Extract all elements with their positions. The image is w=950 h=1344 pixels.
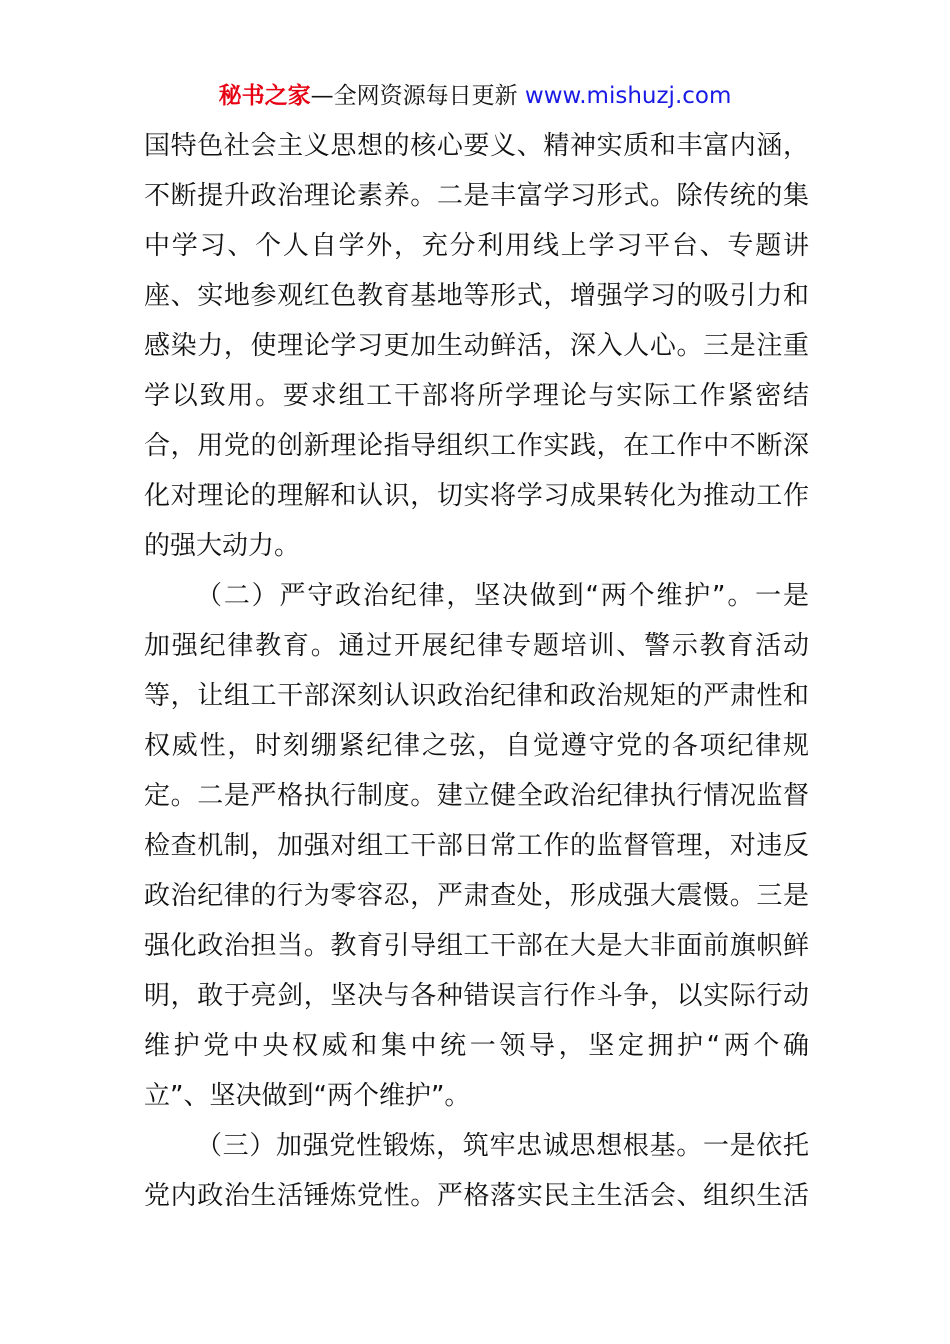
text-line: 国特色社会主义思想的核心要义、精神实质和丰富内涵， — [144, 131, 809, 161]
text-line: 加强纪律教育。通过开展纪律专题培训、警示教育活动 — [144, 631, 809, 661]
text-line: 中学习、个人自学外，充分利用线上学习平台、专题讲 — [144, 231, 809, 261]
text-line: 感染力，使理论学习更加生动鲜活，深入人心。三是注重 — [144, 331, 809, 361]
text-line: 党内政治生活锤炼党性。严格落实民主生活会、组织生活 — [144, 1181, 809, 1211]
text-line: 维护党中央权威和集中统一领导，坚定拥护“两个确 — [144, 1031, 809, 1061]
text-line: 检查机制，加强对组工干部日常工作的监督管理，对违反 — [144, 831, 809, 861]
section-heading-line: （三）加强党性锻炼，筑牢忠诚思想根基。一是依托 — [196, 1131, 809, 1161]
site-brand: 秘书之家 — [218, 83, 311, 109]
text-line: 立”、坚决做到“两个维护”。 — [144, 1081, 471, 1111]
text-line: 定。二是严格执行制度。建立健全政治纪律执行情况监督 — [144, 781, 809, 811]
text-line: 明，敢于亮剑，坚决与各种错误言行作斗争，以实际行动 — [144, 981, 809, 1011]
text-line: 的强大动力。 — [144, 531, 301, 561]
text-line: 化对理论的理解和认识，切实将学习成果转化为推动工作 — [144, 481, 809, 511]
document-body — [144, 121, 809, 1221]
section-heading-line: （二）严守政治纪律，坚决做到“两个维护”。一是 — [196, 581, 809, 611]
text-line: 学以致用。要求组工干部将所学理论与实际工作紧密结 — [144, 381, 809, 411]
text-line: 强化政治担当。教育引导组工干部在大是大非面前旗帜鲜 — [144, 931, 809, 961]
site-tagline: —全网资源每日更新 — [310, 83, 525, 109]
text-line: 座、实地参观红色教育基地等形式，增强学习的吸引力和 — [144, 281, 809, 311]
site-url-link[interactable]: www.mishuzj.com — [524, 83, 732, 109]
text-line: 政治纪律的行为零容忍，严肃查处，形成强大震慑。三是 — [144, 881, 809, 911]
text-line: 不断提升政治理论素养。二是丰富学习形式。除传统的集 — [144, 181, 809, 211]
text-line: 等，让组工干部深刻认识政治纪律和政治规矩的严肃性和 — [144, 681, 809, 711]
text-line: 权威性，时刻绷紧纪律之弦，自觉遵守党的各项纪律规 — [144, 731, 809, 761]
text-line: 合，用党的创新理论指导组织工作实践，在工作中不断深 — [144, 431, 809, 461]
site-header — [0, 80, 950, 112]
